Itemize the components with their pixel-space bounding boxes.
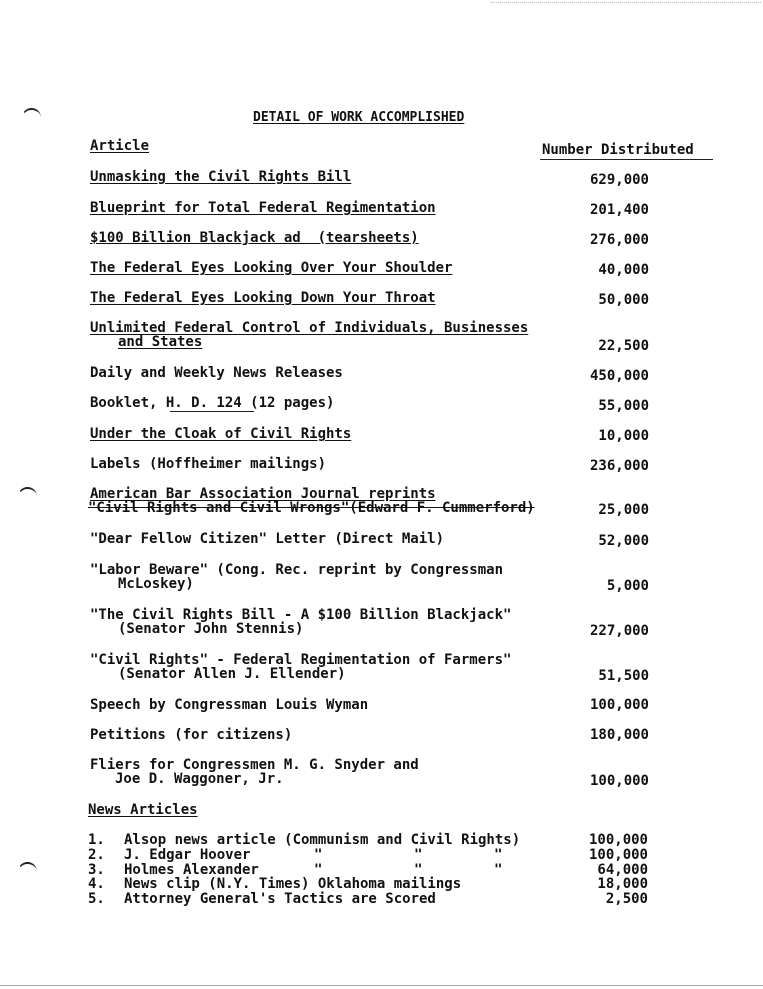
news-index: 5. bbox=[88, 891, 105, 907]
ditto-mark: " bbox=[314, 862, 323, 878]
distribution-count: 25,000 bbox=[598, 502, 649, 518]
distribution-count: 52,000 bbox=[598, 533, 649, 549]
ditto-mark: " bbox=[494, 847, 503, 863]
distribution-count: 5,000 bbox=[606, 578, 649, 594]
header-rule bbox=[540, 159, 713, 160]
distribution-count: 51,500 bbox=[598, 668, 649, 684]
distribution-count: 227,000 bbox=[589, 623, 649, 639]
distribution-count: 100,000 bbox=[589, 773, 649, 789]
distribution-count: 22,500 bbox=[598, 338, 649, 354]
margin-mark bbox=[18, 862, 37, 872]
article-title: $100 Billion Blackjack ad (tearsheets) bbox=[90, 230, 419, 246]
article-title: Labels (Hoffheimer mailings) bbox=[90, 456, 327, 472]
distribution-count: 180,000 bbox=[589, 727, 649, 743]
news-index: 1. bbox=[88, 832, 105, 848]
article-title-continued: Joe D. Waggoner, Jr. bbox=[115, 771, 284, 787]
article-title: Speech by Congressman Louis Wyman bbox=[90, 697, 369, 713]
article-title: "Civil Rights" - Federal Regimentation of Farmers" bbox=[90, 652, 512, 668]
article-title: "The Civil Rights Bill - A $100 Billion Blackjack" bbox=[90, 607, 512, 623]
ditto-mark: " bbox=[414, 847, 423, 863]
distribution-count: 50,000 bbox=[598, 292, 649, 308]
article-title: "Dear Fellow Citizen" Letter (Direct Mail) bbox=[90, 531, 445, 547]
ditto-mark: " bbox=[314, 847, 323, 863]
booklet-number-underline bbox=[170, 411, 254, 412]
distribution-count: 450,000 bbox=[589, 368, 649, 384]
column-header-number: Number Distributed bbox=[542, 142, 694, 158]
news-index: 3. bbox=[88, 862, 105, 878]
article-title: "Labor Beware" (Cong. Rec. reprint by Congressman bbox=[90, 562, 504, 578]
article-title: Unlimited Federal Control of Individuals, Businesses bbox=[90, 320, 529, 336]
news-count: 2,500 bbox=[605, 891, 648, 907]
article-title: Petitions (for citizens) bbox=[90, 727, 293, 743]
top-dotted-edge bbox=[491, 2, 761, 3]
news-count: 100,000 bbox=[588, 847, 648, 863]
distribution-count: 201,400 bbox=[589, 202, 649, 218]
page-title: DETAIL OF WORK ACCOMPLISHED bbox=[253, 110, 465, 125]
distribution-count: 629,000 bbox=[589, 172, 649, 188]
news-text: J. Edgar Hoover bbox=[124, 847, 251, 863]
article-title: Unmasking the Civil Rights Bill bbox=[90, 169, 352, 185]
bottom-edge bbox=[0, 985, 763, 986]
news-text: Attorney General's Tactics are Scored bbox=[124, 891, 436, 907]
news-count: 100,000 bbox=[588, 832, 648, 848]
article-title: The Federal Eyes Looking Over Your Shoulder bbox=[90, 260, 453, 276]
article-title-continued: (Senator John Stennis) bbox=[118, 621, 304, 637]
margin-mark bbox=[18, 487, 37, 497]
margin-mark bbox=[22, 108, 41, 118]
article-title-continued: (Senator Allen J. Ellender) bbox=[118, 666, 346, 682]
news-count: 64,000 bbox=[597, 862, 648, 878]
news-articles-heading: News Articles bbox=[88, 802, 198, 818]
distribution-count: 55,000 bbox=[598, 398, 649, 414]
distribution-count: 40,000 bbox=[598, 262, 649, 278]
article-title: Booklet, H. D. 124 (12 pages) bbox=[90, 395, 335, 411]
distribution-count: 236,000 bbox=[589, 458, 649, 474]
article-title: Under the Cloak of Civil Rights bbox=[90, 426, 352, 442]
news-text: Holmes Alexander bbox=[124, 862, 259, 878]
ditto-mark: " bbox=[494, 862, 503, 878]
news-count: 18,000 bbox=[597, 876, 648, 892]
article-title: Fliers for Congressmen M. G. Snyder and bbox=[90, 757, 419, 773]
article-title-continued: and States bbox=[118, 334, 203, 350]
article-title: Daily and Weekly News Releases bbox=[90, 365, 343, 381]
distribution-count: 10,000 bbox=[598, 428, 649, 444]
article-title-continued: "Civil Rights and Civil Wrongs"(Edward F. Cummerford) bbox=[88, 500, 535, 516]
distribution-count: 100,000 bbox=[589, 697, 649, 713]
distribution-count: 276,000 bbox=[589, 232, 649, 248]
article-title-continued: McLoskey) bbox=[118, 576, 194, 592]
news-text: News clip (N.Y. Times) Oklahoma mailings bbox=[124, 876, 462, 892]
article-title: American Bar Association Journal reprints bbox=[90, 486, 436, 502]
news-index: 2. bbox=[88, 847, 105, 863]
article-title: The Federal Eyes Looking Down Your Throat bbox=[90, 290, 436, 306]
news-index: 4. bbox=[88, 876, 105, 892]
column-header-article: Article bbox=[90, 138, 150, 154]
news-text: Alsop news article (Communism and Civil Rights) bbox=[124, 832, 521, 848]
article-title: Blueprint for Total Federal Regimentation bbox=[90, 200, 436, 216]
ditto-mark: " bbox=[414, 862, 423, 878]
